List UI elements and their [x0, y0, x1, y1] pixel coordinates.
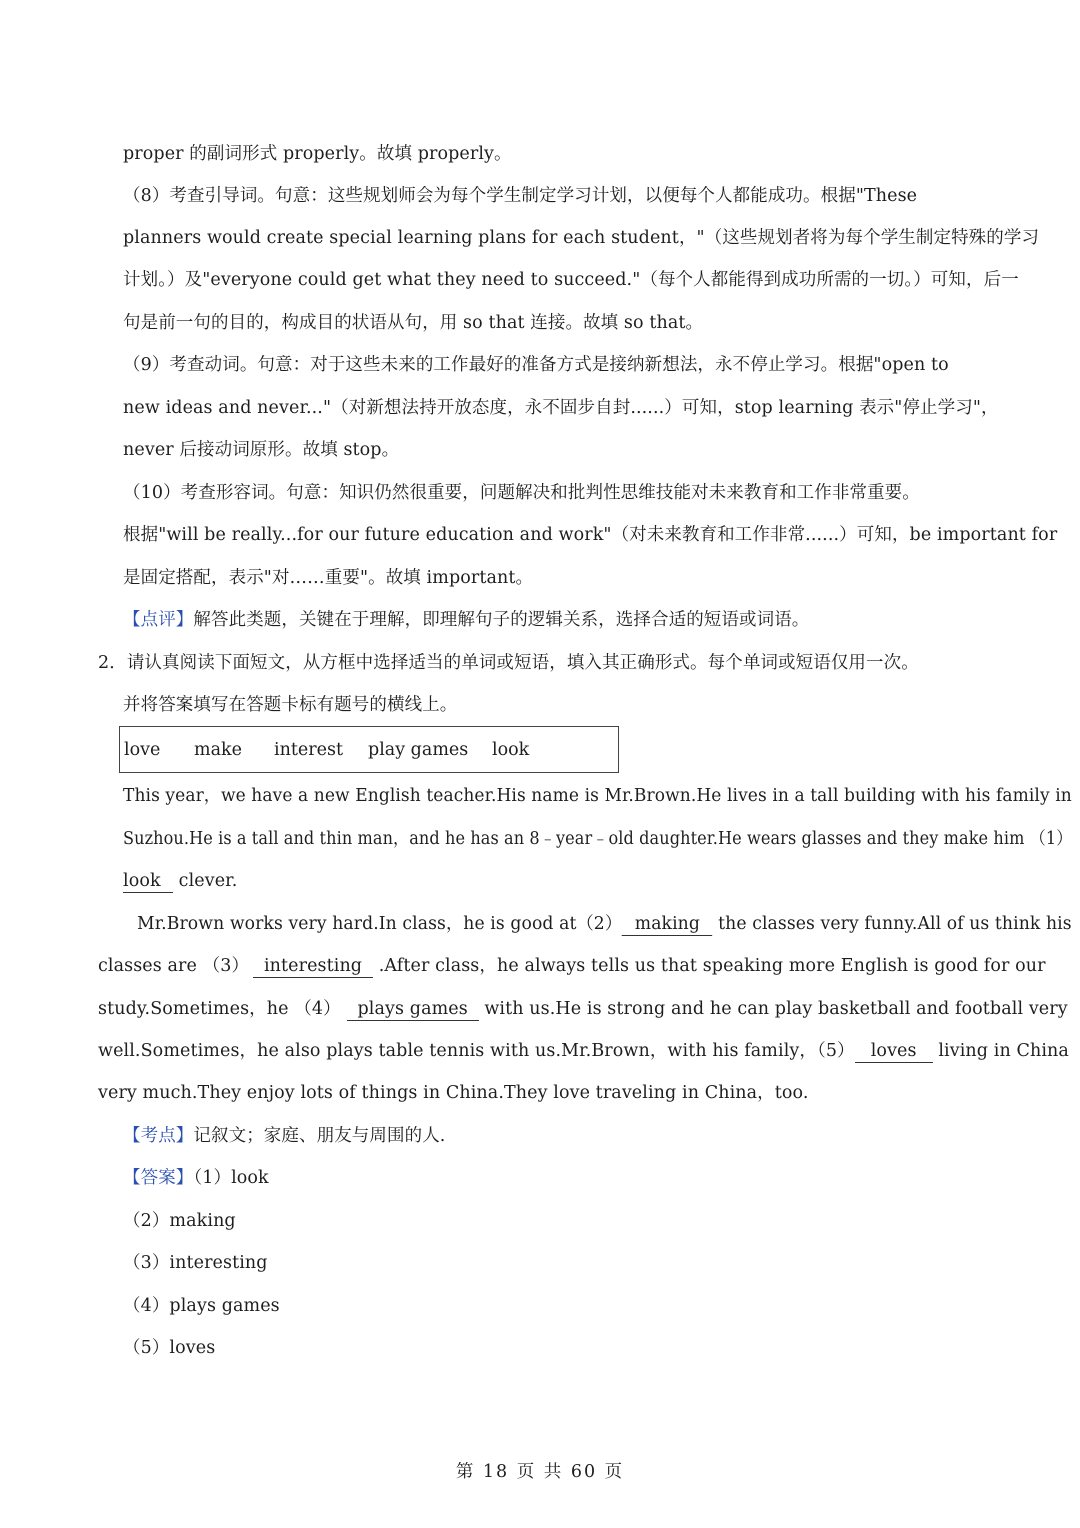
answer-blank-4: plays games	[347, 998, 479, 1021]
answer-item: （1）look	[193, 1168, 269, 1188]
passage-text: classes are （3）	[98, 956, 250, 976]
explanation-line: 根据"will be really...for our future education and work"（对未来教育和工作非常......）可知，be important for	[123, 525, 1058, 545]
key-point-text: 记叙文；家庭、朋友与周围的人.	[193, 1126, 446, 1146]
key-point-line	[123, 1123, 445, 1149]
word-box-item: play games	[368, 740, 469, 760]
answer-blank-5: loves	[855, 1040, 933, 1063]
word-box-item: look	[492, 740, 530, 760]
passage-text: study.Sometimes，he （4）	[98, 999, 341, 1019]
answer-item: （3）interesting	[123, 1253, 268, 1273]
word-box-item: interest	[274, 740, 343, 760]
passage-text: well.Sometimes，he also plays table tennis with us.Mr.Brown，with his family，（5）	[98, 1041, 855, 1061]
passage-line: Suzhou.He is a tall and thin man，and he has an 8﹣year﹣old daughter.He wears glasses and they make him （1）	[123, 829, 1073, 849]
passage-text: the classes very funny.All of us think his	[712, 914, 1072, 934]
explanation-line: 句是前一句的目的，构成目的状语从句，用 so that 连接。故填 so that。	[123, 313, 704, 333]
answer-tag: 【答案】	[123, 1168, 194, 1188]
word-box	[119, 726, 619, 773]
answer-item: （5）loves	[123, 1338, 216, 1358]
passage-text: with us.He is strong and he can play basketball and football very	[478, 999, 1068, 1019]
passage-line: very much.They enjoy lots of things in China.They love traveling in China，too.	[98, 1083, 809, 1103]
explanation-line: 计划。）及"everyone could get what they need to succeed."（每个人都能得到成功所需的一切。）可知，后一	[123, 270, 1019, 290]
comment-tag: 【点评】	[123, 610, 194, 630]
page-number: 第 18 页 共 60 页	[455, 1462, 625, 1482]
passage-line	[98, 953, 1046, 979]
explanation-line: proper 的副词形式 properly。故填 properly。	[123, 144, 512, 164]
passage-text: .After class，he always tells us that speaking more English is good for our	[373, 956, 1046, 976]
answer-line	[123, 1165, 269, 1191]
explanation-line: （9）考查动词。句意：对于这些未来的工作最好的准备方式是接纳新想法，永不停止学习。根据"open to	[123, 355, 949, 375]
explanation-line: 是固定搭配，表示"对……重要"。故填 important。	[123, 568, 534, 588]
explanation-line: （10）考查形容词。句意：知识仍然很重要，问题解决和批判性思维技能对未来教育和工作非常重要。	[123, 483, 920, 503]
comment-line	[123, 607, 809, 633]
answer-item: （2）making	[123, 1211, 236, 1231]
passage-text: Mr.Brown works very hard.In class，he is good at（2）	[137, 914, 623, 934]
passage-line	[98, 1038, 1069, 1064]
question-instruction: 2．请认真阅读下面短文，从方框中选择适当的单词或短语，填入其正确形式。每个单词或短语仅用一次。	[98, 653, 919, 673]
word-box-item: make	[194, 740, 242, 760]
key-point-tag: 【考点】	[123, 1126, 194, 1146]
comment-text: 解答此类题，关键在于理解，即理解句子的逻辑关系，选择合适的短语或词语。	[193, 610, 810, 630]
answer-blank-2: making	[622, 913, 712, 936]
passage-text: living in China	[932, 1041, 1069, 1061]
answer-blank-3: interesting	[253, 955, 373, 978]
passage-line	[123, 868, 237, 894]
passage-line	[137, 911, 1072, 937]
passage-text: clever.	[173, 871, 238, 891]
explanation-line: new ideas and never..."（对新想法持开放态度，永不固步自封......）可知，stop learning 表示"停止学习"，	[123, 398, 999, 418]
answer-blank-1: look	[123, 870, 173, 893]
explanation-line: planners would create special learning plans for each student，"（这些规划者将为每个学生制定特殊的学习	[123, 228, 1040, 248]
question-instruction: 并将答案填写在答题卡标有题号的横线上。	[123, 695, 458, 715]
answer-item: （4）plays games	[123, 1296, 280, 1316]
explanation-line: never 后接动词原形。故填 stop。	[123, 440, 400, 460]
explanation-line: （8）考查引导词。句意：这些规划师会为每个学生制定学习计划，以便每个人都能成功。根据"These	[123, 186, 918, 206]
passage-line: This year，we have a new English teacher.His name is Mr.Brown.He lives in a tall building with his family in	[123, 786, 1072, 806]
passage-line	[98, 996, 1068, 1022]
word-box-item: love	[124, 740, 161, 760]
